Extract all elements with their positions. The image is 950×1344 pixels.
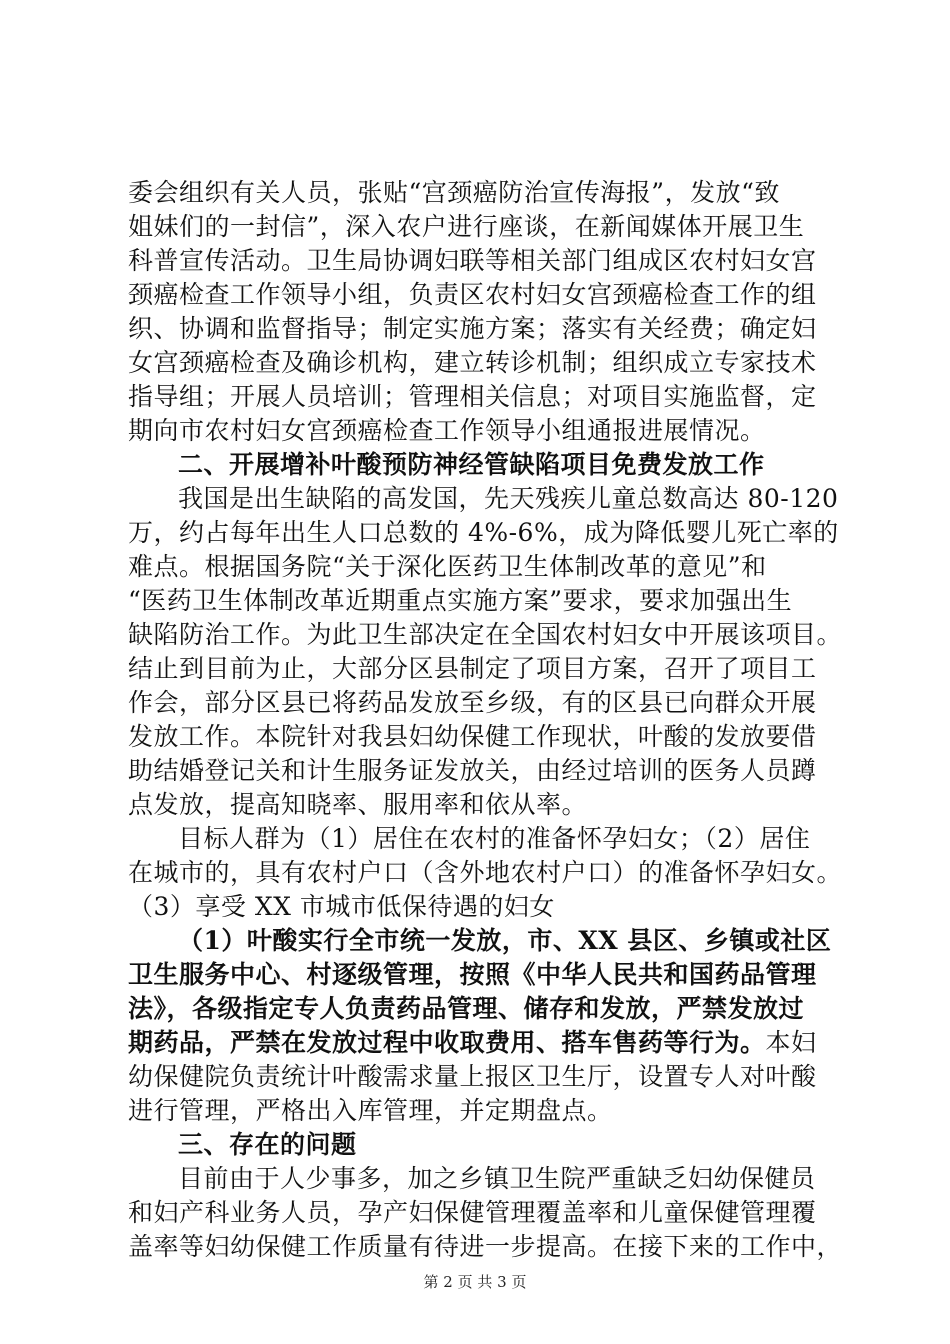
body-text-line: 科普宣传活动。卫生局协调妇联等相关部门组成区农村妇女宫 — [128, 246, 817, 275]
bold-text-line: （1）叶酸实行全市统一发放，市、XX 县区、乡镇或社区 — [178, 926, 832, 955]
body-text-line: 目前由于人少事多，加之乡镇卫生院严重缺乏妇幼保健员 — [178, 1164, 816, 1193]
body-text-line: 缺陷防治工作。为此卫生部决定在全国农村妇女中开展该项目。 — [128, 620, 843, 649]
body-text-line: 女宫颈癌检查及确诊机构，建立转诊机制；组织成立专家技术 — [128, 348, 817, 377]
body-text-line: 助结婚登记关和计生服务证发放关，由经过培训的医务人员蹲 — [128, 756, 817, 785]
body-text-segment: 本妇 — [765, 1028, 817, 1057]
body-text-line: 万，约占每年出生人口总数的 4%-6%，成为降低婴儿死亡率的 — [128, 518, 839, 547]
body-text-line: 姐妹们的一封信”，深入农户进行座谈，在新闻媒体开展卫生 — [128, 212, 805, 241]
section-heading: 三、存在的问题 — [178, 1130, 357, 1159]
body-text-line: （3）享受 XX 市城市低保待遇的妇女 — [128, 892, 555, 921]
body-text-line: “医药卫生体制改革近期重点实施方案”要求，要求加强出生 — [128, 586, 793, 615]
body-text-line: 目标人群为（1）居住在农村的准备怀孕妇女；（2）居住 — [178, 824, 811, 853]
section-heading: 二、开展增补叶酸预防神经管缺陷项目免费发放工作 — [178, 450, 765, 479]
body-text-line: 进行管理，严格出入库管理，并定期盘点。 — [128, 1096, 613, 1125]
bold-text-segment: 期药品，严禁在发放过程中收取费用、搭车售药等行为。 — [128, 1028, 766, 1057]
body-text-line: 期向市农村妇女宫颈癌检查工作领导小组通报进展情况。 — [128, 416, 766, 445]
page-number: 第 2 页 共 3 页 — [423, 1273, 527, 1291]
body-text-line: 我国是出生缺陷的高发国，先天残疾儿童总数高达 80-120 — [178, 484, 839, 513]
body-text-line: 颈癌检查工作领导小组，负责区农村妇女宫颈癌检查工作的组 — [128, 280, 817, 309]
body-text-line: 织、协调和监督指导；制定实施方案；落实有关经费；确定妇 — [128, 314, 817, 343]
mixed-text-line — [128, 1026, 828, 1060]
body-text-line: 难点。根据国务院“关于深化医药卫生体制改革的意见”和 — [128, 552, 767, 581]
body-text-line: 点发放，提高知晓率、服用率和依从率。 — [128, 790, 588, 819]
body-text-line: 和妇产科业务人员，孕产妇保健管理覆盖率和儿童保健管理覆 — [128, 1198, 817, 1227]
body-text-line: 作会，部分区县已将药品发放至乡级，有的区县已向群众开展 — [128, 688, 817, 717]
body-text-line: 幼保健院负责统计叶酸需求量上报区卫生厅，设置专人对叶酸 — [128, 1062, 817, 1091]
body-text-line: 委会组织有关人员，张贴“宫颈癌防治宣传海报”，发放“致 — [128, 178, 780, 207]
body-text-line: 盖率等妇幼保健工作质量有待进一步提高。在接下来的工作中， — [128, 1232, 843, 1261]
bold-text-line: 卫生服务中心、村逐级管理，按照《中华人民共和国药品管理 — [128, 960, 817, 989]
body-text-line: 发放工作。本院针对我县妇幼保健工作现状，叶酸的发放要借 — [128, 722, 817, 751]
bold-text-line: 法》，各级指定专人负责药品管理、储存和发放，严禁发放过 — [128, 994, 805, 1023]
body-text-line: 指导组；开展人员培训；管理相关信息；对项目实施监督，定 — [128, 382, 817, 411]
body-text-line: 结止到目前为止，大部分区县制定了项目方案，召开了项目工 — [128, 654, 817, 683]
body-text-line: 在城市的，具有农村户口（含外地农村户口）的准备怀孕妇女。 — [128, 858, 843, 887]
